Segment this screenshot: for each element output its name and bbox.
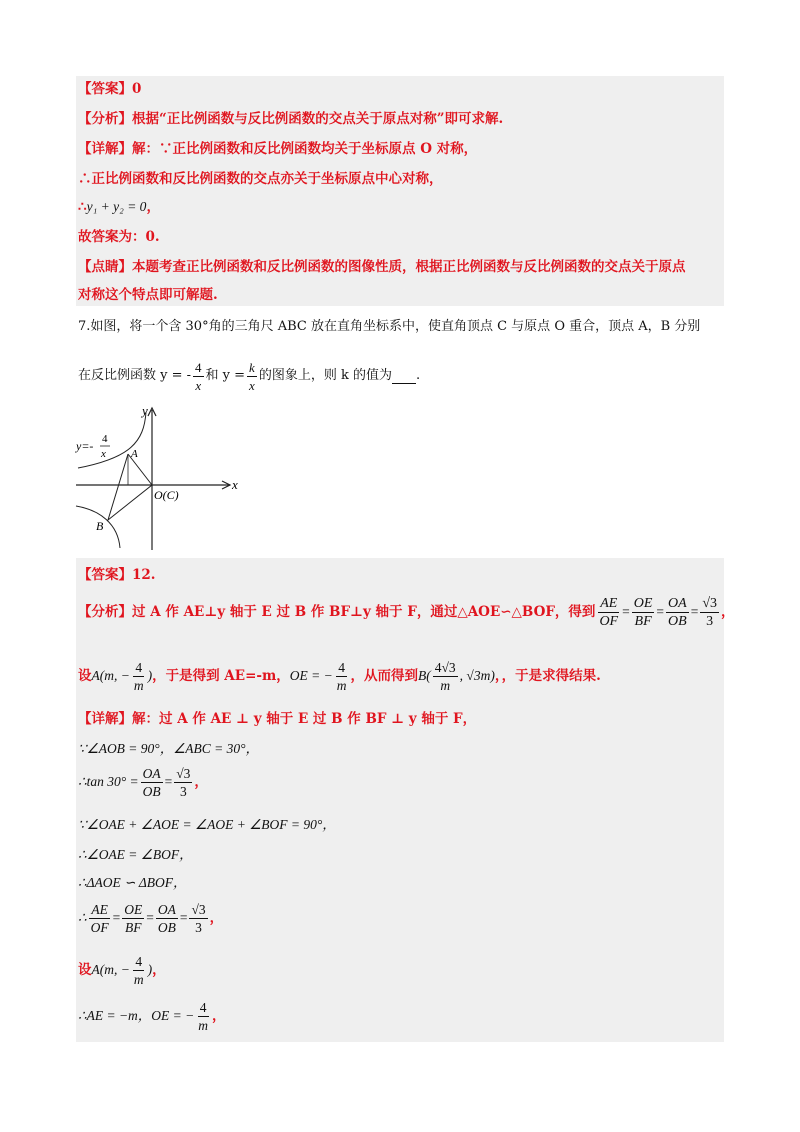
set-mid-2: ，从而得到 <box>350 668 418 684</box>
detail-tag-2: 【详解】 <box>78 711 132 727</box>
ratio-oe-bf: $\frac{OE}{BF}$ <box>633 595 653 629</box>
therefore-symbol: ∴ <box>78 199 87 215</box>
fraction-4-over-m-4: $\frac{4}{m}$ <box>198 999 209 1033</box>
step-similar: ∴ΔAOE ∽ ΔBOF， <box>78 875 187 890</box>
ratio-oe-bf-2: $\frac{OE}{BF}$ <box>124 901 143 935</box>
detail-text: 解：∵正比例函数和反比例函数均关于坐标原点 O 对称， <box>132 141 478 157</box>
step-ae-oe: ∴AE = −m，OE = − $\frac{4}{m}$ ， <box>78 999 226 1033</box>
function-label: y=- <box>76 439 94 453</box>
question-text-b: 和 y = <box>205 368 246 383</box>
step-point-a-close: ) <box>147 962 153 977</box>
point-b-rest: , √3m) <box>459 668 495 683</box>
ratio-sqrt3-3-3: $\frac{√3}{3}$ <box>191 901 206 935</box>
oe-expr: OE = − <box>289 668 333 683</box>
set-prefix: 设 <box>78 668 92 684</box>
fraction-4sqrt3-over-m: $\frac{4√3}{m}$ <box>434 659 456 693</box>
point-a-label: A <box>131 448 138 460</box>
step-set-prefix: 设 <box>78 962 92 978</box>
answer-blank <box>392 369 416 384</box>
analysis-tag: 【分析】 <box>78 111 132 127</box>
ratio-ae-of-2: $\frac{AE}{OF}$ <box>90 901 109 935</box>
step-set-a: 设 A(m, − $\frac{4}{m}$ ) ， <box>78 953 166 987</box>
fraction-4-over-m-2: $\frac{4}{m}$ <box>336 659 347 693</box>
answer-line-2 <box>78 566 156 584</box>
function-label-denominator: x <box>101 448 106 460</box>
ratio-sqrt3-3-2: $\frac{√3}{3}$ <box>176 765 191 799</box>
question-text-c: 的图象上，则 k 的值为 <box>258 368 392 383</box>
answer-tag: 【答案】 <box>78 81 132 97</box>
analysis-text: 根据“正比例函数与反比例函数的交点关于原点对称”即可求解. <box>132 111 504 127</box>
step-angle-equal: ∴∠OAE = ∠BOF， <box>78 847 193 862</box>
answer-value-2: 12. <box>132 567 156 583</box>
analysis-tag-2: 【分析】 <box>78 604 132 620</box>
fraction-4-over-m: $\frac{4}{m}$ <box>133 659 144 693</box>
question-text-a: 在反比例函数 y = - <box>78 368 192 383</box>
ratio-ae-of: $\frac{AE}{OF}$ <box>599 595 619 629</box>
analysis-line-2: 【分析】 过 A 作 AE⊥y 轴于 E 过 B 作 BF⊥y 轴于 F，通过△AOE∽△BOF，得到 $\frac{AE}{OF}$ = $\frac{OE}{BF}$ = $\frac{OA}{OB}$ = $\frac{√3}{3}$ ， <box>78 595 735 629</box>
set-a-line <box>78 656 601 696</box>
comment-text-1: 本题考查正比例函数和反比例函数的图像性质，根据正比例函数与反比例函数的交点关于原点 <box>132 259 686 275</box>
detail-line-3 <box>78 198 160 216</box>
answer-value: 0 <box>132 81 142 97</box>
coordinate-figure <box>70 402 250 552</box>
comma: ， <box>146 199 160 215</box>
function-label-numerator: 4 <box>102 433 108 445</box>
comment-line-1 <box>78 258 686 276</box>
detail-line-2: ∴正比例函数和反比例函数的交点亦关于坐标原点中心对称， <box>78 171 443 187</box>
ratio-oa-ob: $\frac{OA}{OB}$ <box>668 595 687 629</box>
step-ae-oe-text: ∴AE = −m，OE = − <box>78 1008 195 1023</box>
fraction-4-over-m-3: $\frac{4}{m}$ <box>133 953 144 987</box>
set-mid: ，于是得到 AE=-m， <box>152 668 290 684</box>
detail-line-4: 故答案为：0. <box>78 229 160 245</box>
point-b-open: B( <box>418 668 431 683</box>
question-end: . <box>415 368 421 383</box>
point-a-close: ) <box>147 668 153 683</box>
ratio-sqrt3-3: $\frac{√3}{3}$ <box>702 595 718 629</box>
ratio-oa-ob-2: $\frac{OA}{OB}$ <box>142 765 161 799</box>
triangle-abc <box>108 454 152 520</box>
answer-tag-2: 【答案】 <box>78 567 132 583</box>
answer-line <box>78 80 141 98</box>
x-axis-label: x <box>232 477 238 492</box>
detail-line-2-1 <box>78 710 476 728</box>
tan-prefix: ∴tan 30° = <box>78 774 139 789</box>
question-line-1: 7.如图，将一个含 30°角的三角尺 ABC 放在直角坐标系中，使直角顶点 C 与原点 O 重合，顶点 A，B 分别 <box>78 319 701 334</box>
fraction-k-over-x: $\frac{k}{x}$ <box>249 359 255 393</box>
comment-tag: 【点睛】 <box>78 259 132 275</box>
detail-line-1 <box>78 140 477 158</box>
detail-text-2: 解：过 A 作 AE ⊥ y 轴于 E 过 B 作 BF ⊥ y 轴于 F， <box>132 711 477 727</box>
origin-label: O(C) <box>154 488 179 502</box>
point-b-label: B <box>96 519 104 533</box>
step-tan: ∴tan 30° = $\frac{OA}{OB}$ = $\frac{√3}{3}$ ， <box>78 765 208 799</box>
question-line-2 <box>78 356 420 396</box>
detail-tag: 【详解】 <box>78 141 132 157</box>
step-ratio-prefix: ∴ <box>78 910 87 925</box>
point-a-expr: A(m, − <box>91 668 130 683</box>
comment-line-2: 对称这个特点即可解题. <box>78 287 218 303</box>
y-axis-label: y <box>142 403 148 418</box>
step-angle-sum: ∵∠OAE + ∠AOE = ∠AOE + ∠BOF = 90°， <box>78 817 336 832</box>
sum-equation: y₁ + y₂ = 0 <box>86 199 147 214</box>
step-angle-values: ∵∠AOB = 90°，∠ABC = 30°， <box>78 741 260 756</box>
analysis-line <box>78 110 503 128</box>
step-point-a: A(m, − <box>91 962 130 977</box>
ratio-oa-ob-3: $\frac{OA}{OB}$ <box>157 901 176 935</box>
analysis-text-2: 过 A 作 AE⊥y 轴于 E 过 B 作 BF⊥y 轴于 F，通过△AOE∽△BOF，得到 <box>132 604 596 620</box>
step-ratio: ∴ $\frac{AE}{OF}$ = $\frac{OE}{BF}$ = $\frac{OA}{OB}$ = $\frac{√3}{3}$ ， <box>78 901 224 935</box>
fraction-4-over-x: $\frac{4}{x}$ <box>195 359 202 393</box>
set-end: ，，于是求得结果. <box>494 668 601 684</box>
